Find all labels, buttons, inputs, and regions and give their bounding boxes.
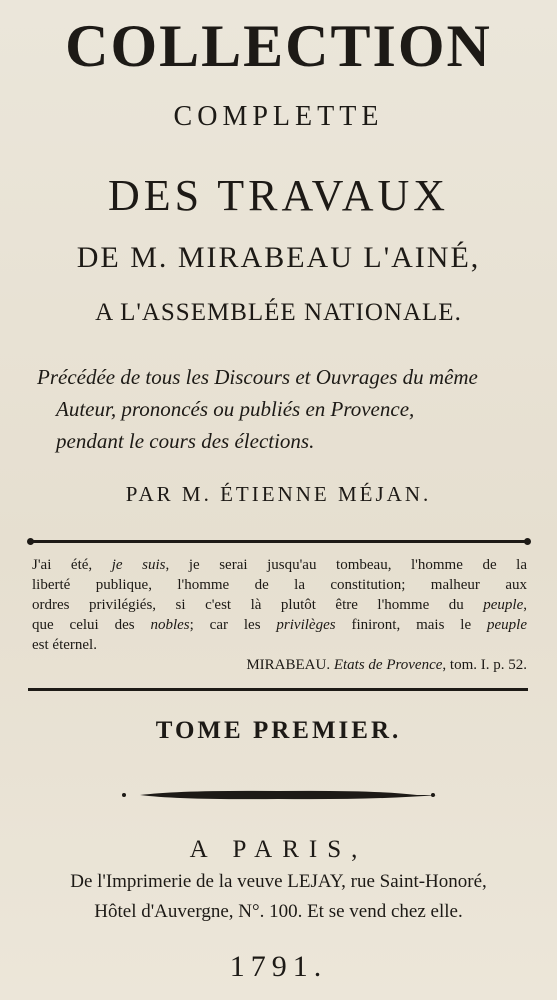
top-rule [30,540,528,543]
epigraph [32,555,527,675]
subtitle-line-2: Auteur, prononcés ou publiés en Provence, [56,397,415,421]
epigraph-line-2: liberté publique, l'homme de la constitution; malheur aux [32,577,527,593]
epigraph-line-5: est éternel. [32,637,97,653]
imprint-line-1: De l'Imprimerie de la veuve LEJAY, rue Saint-Honoré, [70,871,487,892]
subtitle-line-1: Précédée de tous les Discours et Ouvrages du même [37,365,478,389]
title-collection: COLLECTION [65,13,492,79]
publication-year: 1791. [229,950,328,983]
title-des-travaux: DES TRAVAUX [107,171,450,220]
imprint-city: A PARIS, [189,836,368,863]
title-complette: COMPLETTE [173,101,384,132]
epigraph-line-3: ordres privilégiés, si c'est là plutôt être l'homme du peuple, [32,597,527,613]
author-line: PAR M. ÉTIENNE MÉJAN. [125,482,432,506]
rule-end-dot [524,538,531,545]
epigraph-line-4: que celui des nobles; car les privilèges finiront, mais le peuple [32,617,527,633]
epigraph-attribution: MIRABEAU. Etats de Provence, tom. I. p. 52. [246,657,527,673]
volume-title: TOME PREMIER. [155,717,402,744]
title-assemblee: A L'ASSEMBLÉE NATIONALE. [95,299,462,326]
imprint-line-2: Hôtel d'Auvergne, N°. 100. Et se vend chez elle. [94,901,463,922]
epigraph-line-1: J'ai été, je suis, je serai jusqu'au tombeau, l'homme de la [32,557,527,573]
title-mirabeau: DE M. MIRABEAU L'AINÉ, [76,241,481,274]
ornament-rule [120,790,437,800]
rule-end-dot [27,538,34,545]
bottom-rule [28,688,528,691]
subtitle-line-3: pendant le cours des élections. [56,429,315,453]
